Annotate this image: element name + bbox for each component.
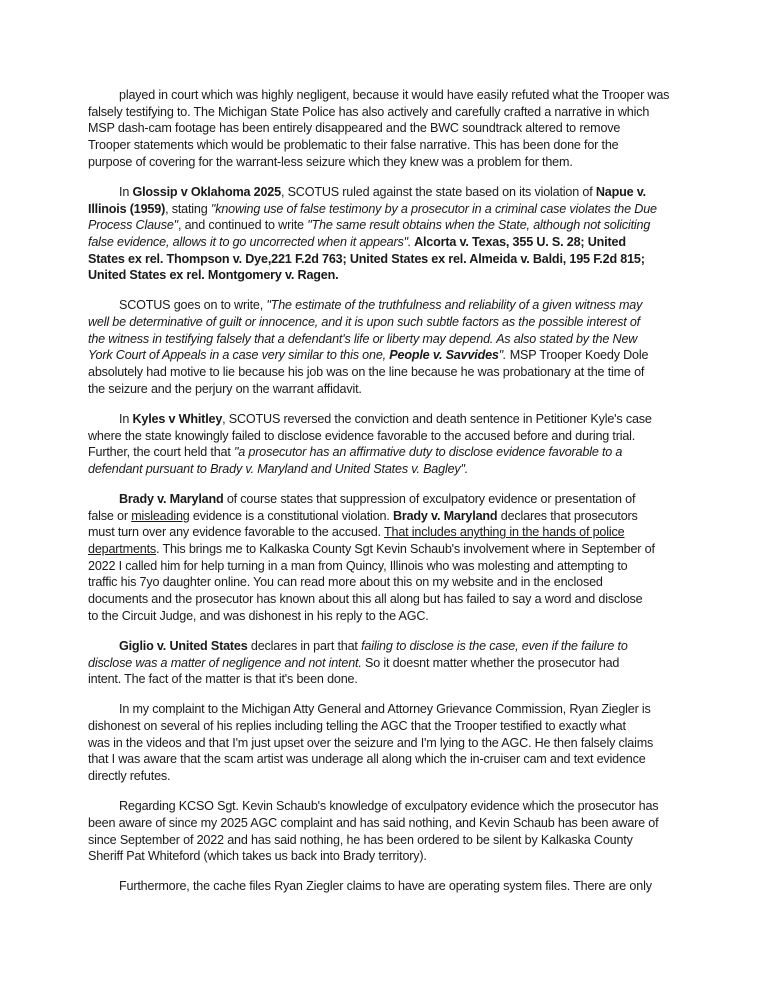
text-run: well be determinative of guilt or innocence, and it is upon such subtle factors as the possible interest of — [88, 315, 640, 330]
text-run: false evidence, allows it to go uncorrected when it appears". — [88, 234, 412, 249]
text-run: defendant pursuant to Brady v. Maryland and United States v. Bagley". — [88, 461, 469, 476]
text-line — [88, 364, 688, 381]
text-run: , SCOTUS reversed the conviction and death sentence in Petitioner Kyle's case — [222, 411, 652, 426]
text-run: In — [119, 411, 133, 426]
text-run: evidence is a constitutional violation. — [189, 508, 393, 523]
paragraph — [88, 184, 688, 284]
text-line — [88, 591, 688, 608]
text-line — [88, 574, 688, 591]
text-line — [88, 638, 688, 655]
text-line — [88, 735, 688, 752]
text-run: where the state knowingly failed to disclose evidence favorable to the accused before and during trial. — [88, 428, 636, 443]
text-run: "The same result obtains when the State, although not soliciting — [307, 218, 651, 233]
text-run: must turn over any evidence favorable to the accused. — [88, 525, 384, 540]
text-run: declares that prosecutors — [497, 508, 638, 523]
text-run: been aware of since my 2025 AGC complaint and has said nothing, and Kevin Schaub has been aware of — [88, 815, 659, 830]
text-run: Glossip v Oklahoma 2025 — [132, 184, 281, 199]
text-line — [88, 701, 688, 718]
text-line — [88, 381, 688, 398]
text-run: since September of 2022 and has said nothing, he has been ordered to be silent by Kalkaska County — [88, 832, 633, 847]
text-run: the witness in testifying falsely that a defendant's life or liberty may depend. As also stated by the New — [88, 331, 638, 346]
text-line — [88, 798, 688, 815]
text-line — [88, 217, 688, 234]
text-run: That includes anything in the hands of police — [383, 525, 625, 540]
text-run: York Court of Appeals in a case very similar to this one, — [88, 348, 390, 363]
paragraph — [88, 798, 688, 865]
text-run: MSP Trooper Koedy Dole — [506, 348, 649, 363]
text-run: In my complaint to the Michigan Atty General and Attorney Grievance Commission, Ryan Ziegler is — [119, 702, 651, 717]
text-line — [88, 104, 688, 121]
text-line — [88, 120, 688, 137]
text-run: declares in part that — [247, 638, 362, 653]
text-run: SCOTUS goes on to write, — [119, 298, 267, 313]
text-run: Giglio v. United States — [119, 638, 248, 653]
text-run: Furthermore, the cache files Ryan Ziegler claims to have are operating system files. There are only — [119, 879, 652, 894]
paragraph — [88, 297, 688, 397]
text-line — [88, 201, 688, 218]
text-run: In — [119, 184, 133, 199]
paragraph — [88, 638, 688, 688]
text-run: dishonest on several of his replies including telling the AGC that the Trooper testified to exactly what — [88, 719, 626, 734]
text-line — [88, 491, 688, 508]
text-run: "a prosecutor has an affirmative duty to disclose evidence favorable to a — [234, 445, 623, 460]
document-page — [88, 87, 688, 908]
text-run: Brady v. Maryland — [119, 492, 224, 506]
text-run: failing to disclose is the case, even if the failure to — [361, 638, 628, 653]
text-run: Napue v. — [595, 184, 646, 199]
text-run: that I was aware that the scam artist was underage all along which the in-cruiser cam and text evidence — [88, 752, 646, 767]
text-line — [88, 878, 688, 895]
text-line — [88, 608, 688, 625]
text-run: intent. The fact of the matter is that it's been done. — [88, 672, 358, 687]
text-line — [88, 461, 688, 478]
text-line — [88, 428, 688, 445]
text-run: to the Circuit Judge, and was dishonest in his reply to the AGC. — [88, 608, 429, 623]
text-run: Brady v. Maryland — [392, 508, 498, 523]
text-run: departments — [88, 542, 157, 557]
text-line — [88, 267, 688, 284]
paragraph — [88, 878, 688, 895]
text-line — [88, 655, 688, 672]
text-line — [88, 251, 688, 268]
text-run: falsely testifying to. The Michigan State Police has also actively and carefully crafted a narrative in which — [88, 104, 650, 119]
text-line — [88, 718, 688, 735]
text-line — [88, 184, 688, 201]
text-line — [88, 314, 688, 331]
text-run: , SCOTUS ruled against the state based on its violation of — [280, 184, 596, 199]
text-run: the seizure and the perjury on the warrant affidavit. — [88, 381, 362, 396]
text-line — [88, 751, 688, 768]
text-line — [88, 815, 688, 832]
text-run: States ex rel. Thompson v. Dye,221 F.2d 763; United States ex rel. Almeida v. Baldi, 195 F.2d 815; — [88, 251, 645, 266]
text-line — [88, 524, 688, 541]
text-line — [88, 508, 688, 525]
paragraph — [88, 491, 688, 625]
text-run: traffic his 7yo daughter online. You can read more about this on my website and in the enclosed — [88, 575, 603, 590]
text-run: misleading — [131, 508, 190, 523]
text-line — [88, 331, 688, 348]
text-line — [88, 87, 688, 104]
text-line — [88, 297, 688, 314]
text-line — [88, 347, 688, 364]
paragraph — [88, 87, 688, 170]
text-run: 2022 I called him for help turning in a man from Quincy, Illinois who was molesting and attempting to — [88, 558, 628, 573]
text-line — [88, 234, 688, 251]
text-line — [88, 848, 688, 865]
text-line — [88, 558, 688, 575]
text-line — [88, 411, 688, 428]
text-line — [88, 541, 688, 558]
text-run: Regarding KCSO Sgt. Kevin Schaub's knowledge of exculpatory evidence which the prosecutor has — [119, 799, 659, 814]
text-run: documents and the prosecutor has known about this all along but has failed to say a word and disclose — [88, 592, 643, 607]
text-run: , stating — [165, 201, 211, 216]
text-line — [88, 154, 688, 171]
text-run: , and continued to write — [177, 218, 308, 233]
text-run: Trooper statements which would be problematic to their false narrative. This has been done for the — [88, 138, 619, 153]
text-run: Kyles v Whitley — [132, 411, 223, 426]
text-line — [88, 768, 688, 785]
text-run: played in court which was highly negligent, because it would have easily refuted what the Trooper was — [119, 88, 670, 102]
text-run: MSP dash-cam footage has been entirely disappeared and the BWC soundtrack altered to remove — [88, 121, 621, 136]
text-run: absolutely had motive to lie because his job was on the line because he was probationary at the time of — [88, 365, 645, 380]
paragraph — [88, 411, 688, 478]
text-run: Process Clause" — [88, 218, 178, 233]
text-run: People v. Savvides — [389, 348, 499, 363]
text-line — [88, 832, 688, 849]
text-run: So it doesnt matter whether the prosecutor had — [361, 655, 620, 670]
text-run: Sheriff Pat Whiteford (which takes us back into Brady territory). — [88, 849, 427, 864]
paragraph — [88, 701, 688, 784]
text-run: was in the videos and that I'm just upset over the seizure and I'm lying to the AGC. He then falsely claims — [88, 735, 654, 750]
text-line — [88, 137, 688, 154]
text-run: Alcorta v. Texas, 355 U. S. 28; United — [411, 234, 626, 249]
text-run: directly refutes. — [88, 769, 171, 784]
text-run: Further, the court held that — [88, 445, 234, 460]
text-run: ". — [498, 348, 507, 363]
text-run: . This brings me to Kalkaska County Sgt Kevin Schaub's involvement where in September of — [156, 542, 655, 557]
text-run: "The estimate of the truthfulness and reliability of a given witness may — [266, 298, 643, 313]
text-line — [88, 671, 688, 688]
text-run: of course states that suppression of exculpatory evidence or presentation of — [223, 492, 636, 506]
text-run: Illinois (1959) — [88, 201, 166, 216]
text-run: disclose was a matter of negligence and not intent. — [88, 655, 362, 670]
text-run: United States ex rel. Montgomery v. Ragen. — [88, 268, 339, 283]
text-line — [88, 444, 688, 461]
text-run: false or — [88, 508, 132, 523]
text-run: "knowing use of false testimony by a prosecutor in a criminal case violates the Due — [210, 201, 657, 216]
text-run: purpose of covering for the warrant-less seizure which they knew was a problem for them. — [88, 154, 573, 169]
